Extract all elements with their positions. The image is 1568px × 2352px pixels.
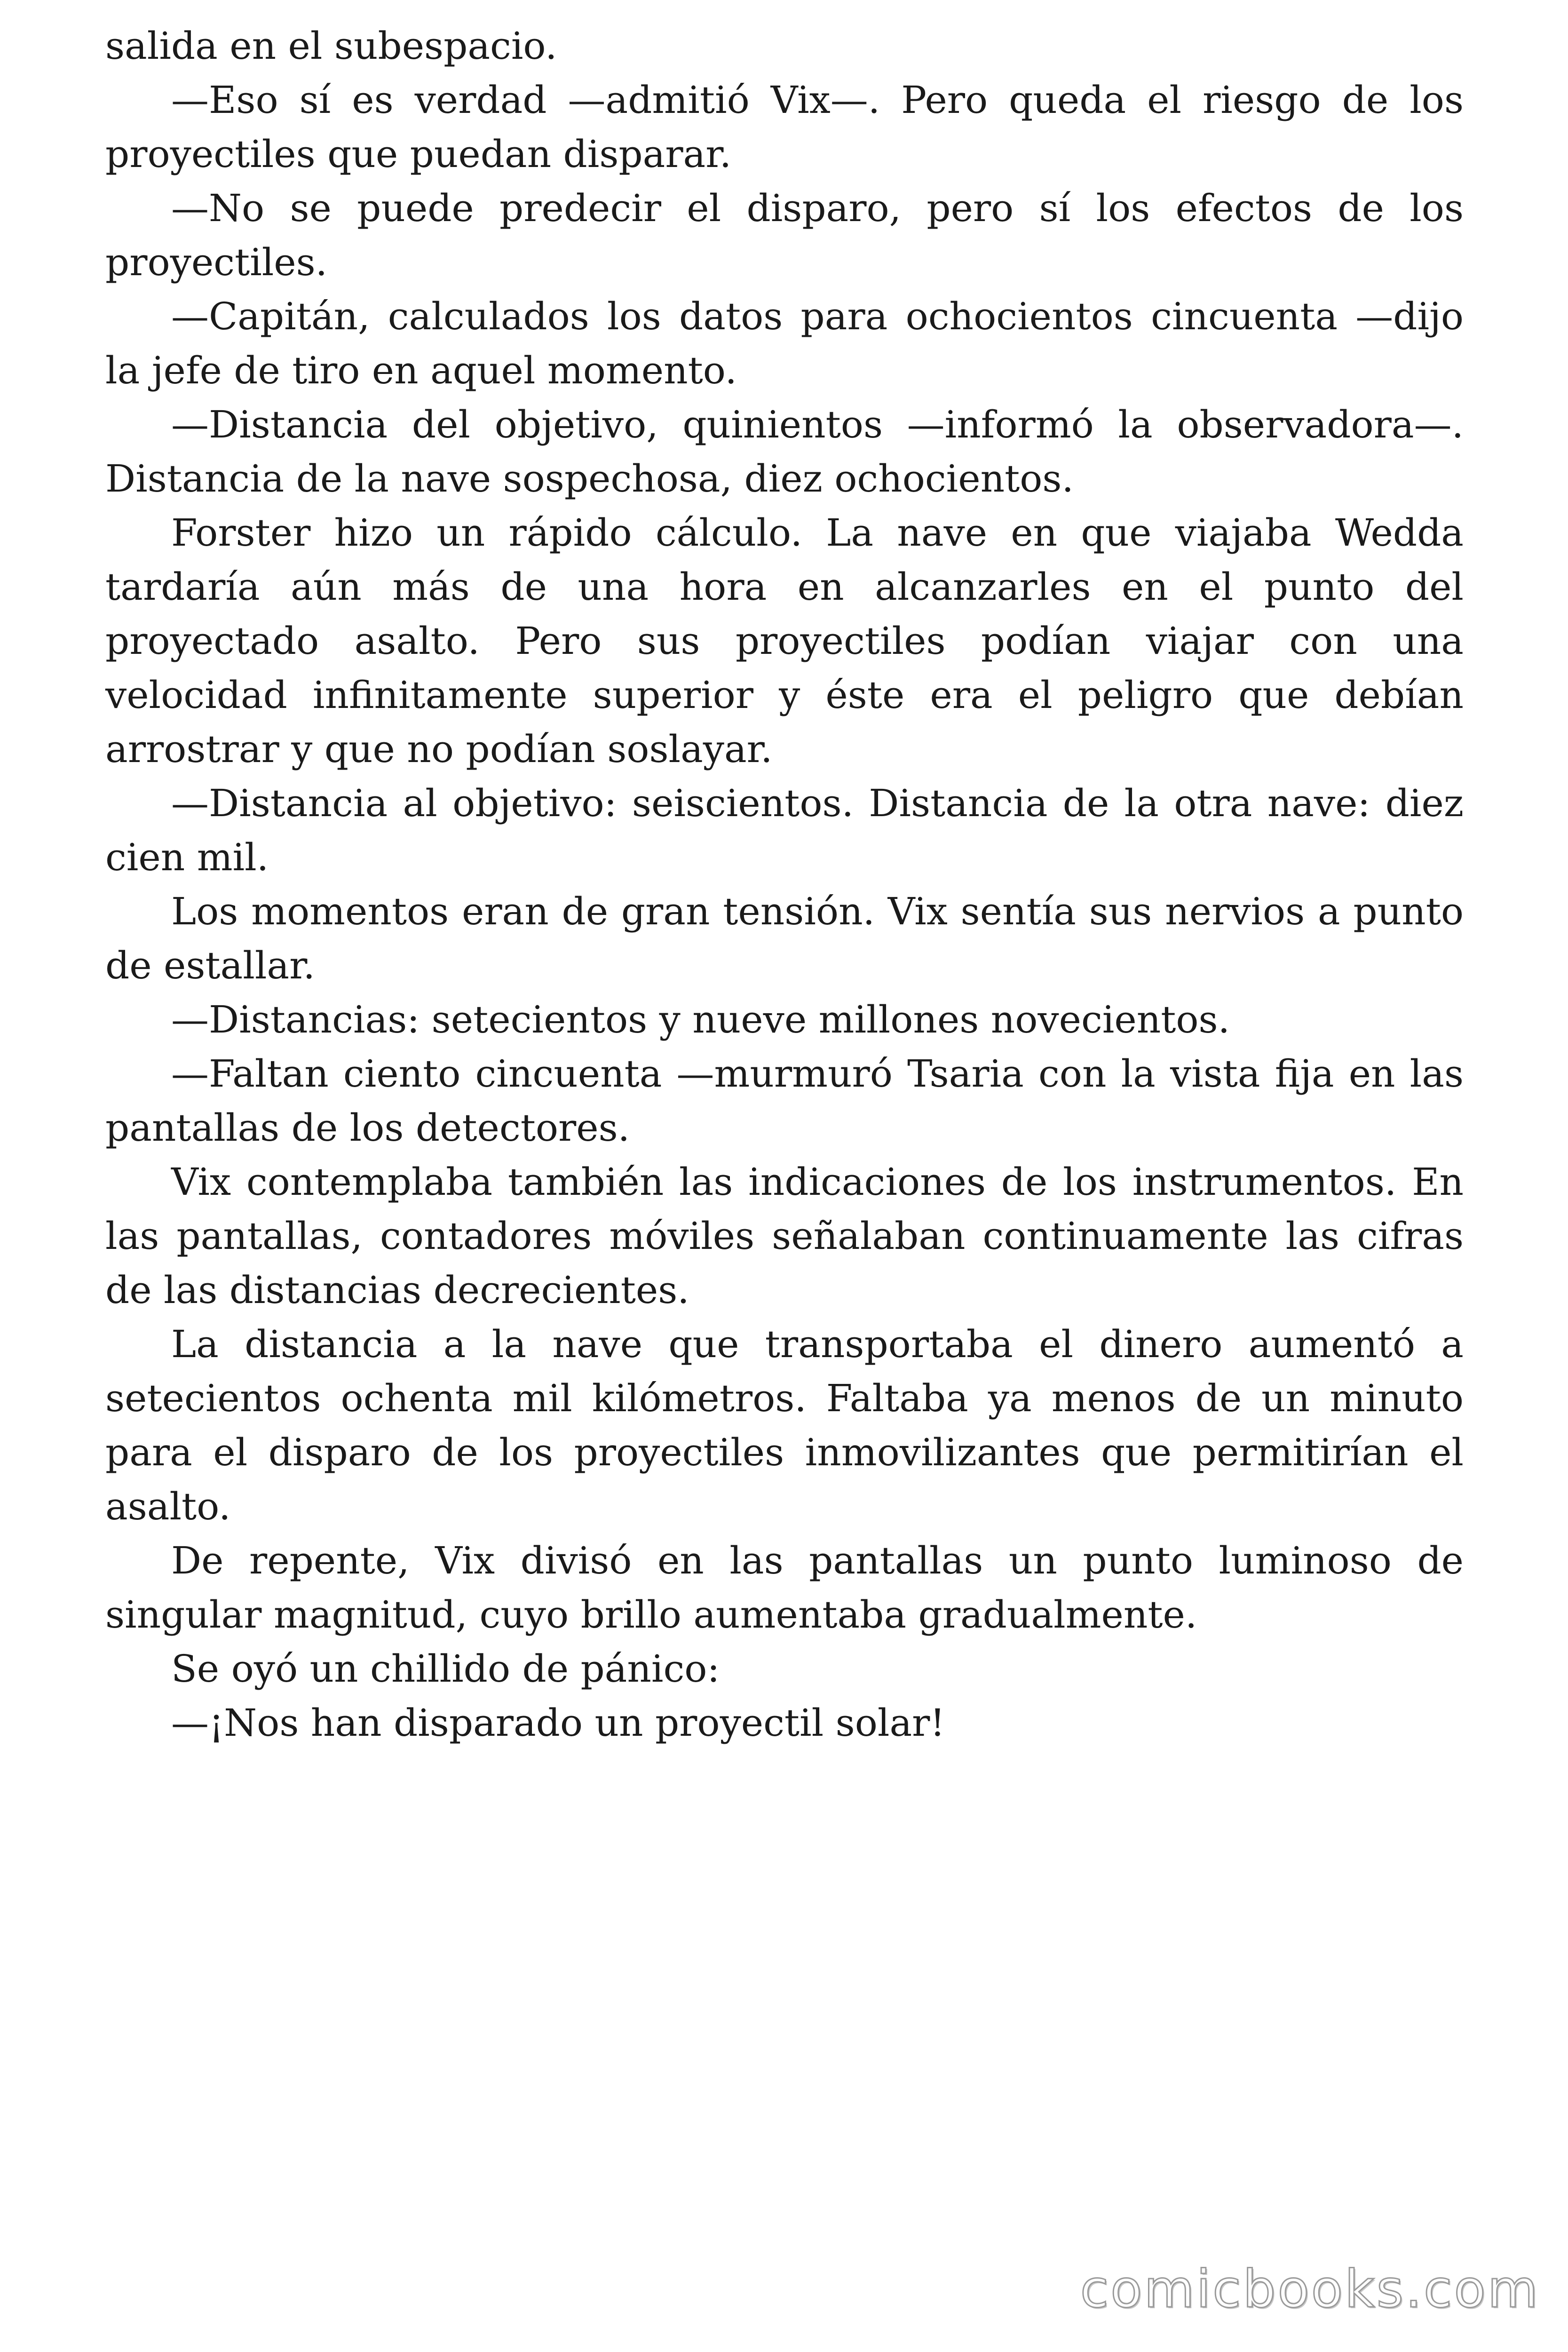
paragraph: Se oyó un chillido de pánico: (171, 1647, 720, 1691)
page-text (105, 19, 1464, 1750)
paragraph: Forster hizo un rápido cálculo. La nave en que viajaba Wedda tardaría aún más de una hora en alcanzarles en el punto del proyectado asalto. Pero sus proyectiles podían viajar con una velocidad infinitamente superior y éste era el peligro que debían arrostrar y que no podían soslayar. (105, 511, 1464, 771)
paragraph: —Distancia al objetivo: seiscientos. Distancia de la otra nave: diez cien mil. (105, 781, 1464, 879)
paragraph: —Capitán, calculados los datos para ochocientos cincuenta —dijo la jefe de tiro en aquel momento. (105, 294, 1464, 392)
paragraph: —No se puede predecir el disparo, pero sí los efectos de los proyectiles. (105, 186, 1464, 284)
paragraph: Los momentos eran de gran tensión. Vix sentía sus nervios a punto de estallar. (105, 890, 1464, 987)
paragraph: —¡Nos han disparado un proyectil solar! (171, 1701, 945, 1745)
paragraph: —Distancias: setecientos y nueve millones novecientos. (171, 998, 1230, 1041)
paragraph: —Faltan ciento cincuenta —murmuró Tsaria con la vista fija en las pantallas de los detectores. (105, 1052, 1464, 1150)
paragraph: —Eso sí es verdad —admitió Vix—. Pero queda el riesgo de los proyectiles que puedan disparar. (105, 78, 1464, 176)
paragraph: De repente, Vix divisó en las pantallas un punto luminoso de singular magnitud, cuyo brillo aumentaba gradualmente. (105, 1539, 1464, 1637)
paragraph: salida en el subespacio. (105, 24, 557, 68)
paragraph: La distancia a la nave que transportaba el dinero aumentó a setecientos ochenta mil kilómetros. Faltaba ya menos de un minuto para el disparo de los proyectiles inmovilizantes que permitirían el asalto. (105, 1322, 1464, 1528)
paragraph: Vix contemplaba también las indicaciones de los instrumentos. En las pantallas, contadores móviles señalaban continuamente las cifras de las distancias decrecientes. (105, 1160, 1464, 1312)
paragraph: —Distancia del objetivo, quinientos —informó la observadora—. Distancia de la nave sospechosa, diez ochocientos. (105, 403, 1464, 501)
watermark: comicbooks.com (1080, 2259, 1540, 2319)
